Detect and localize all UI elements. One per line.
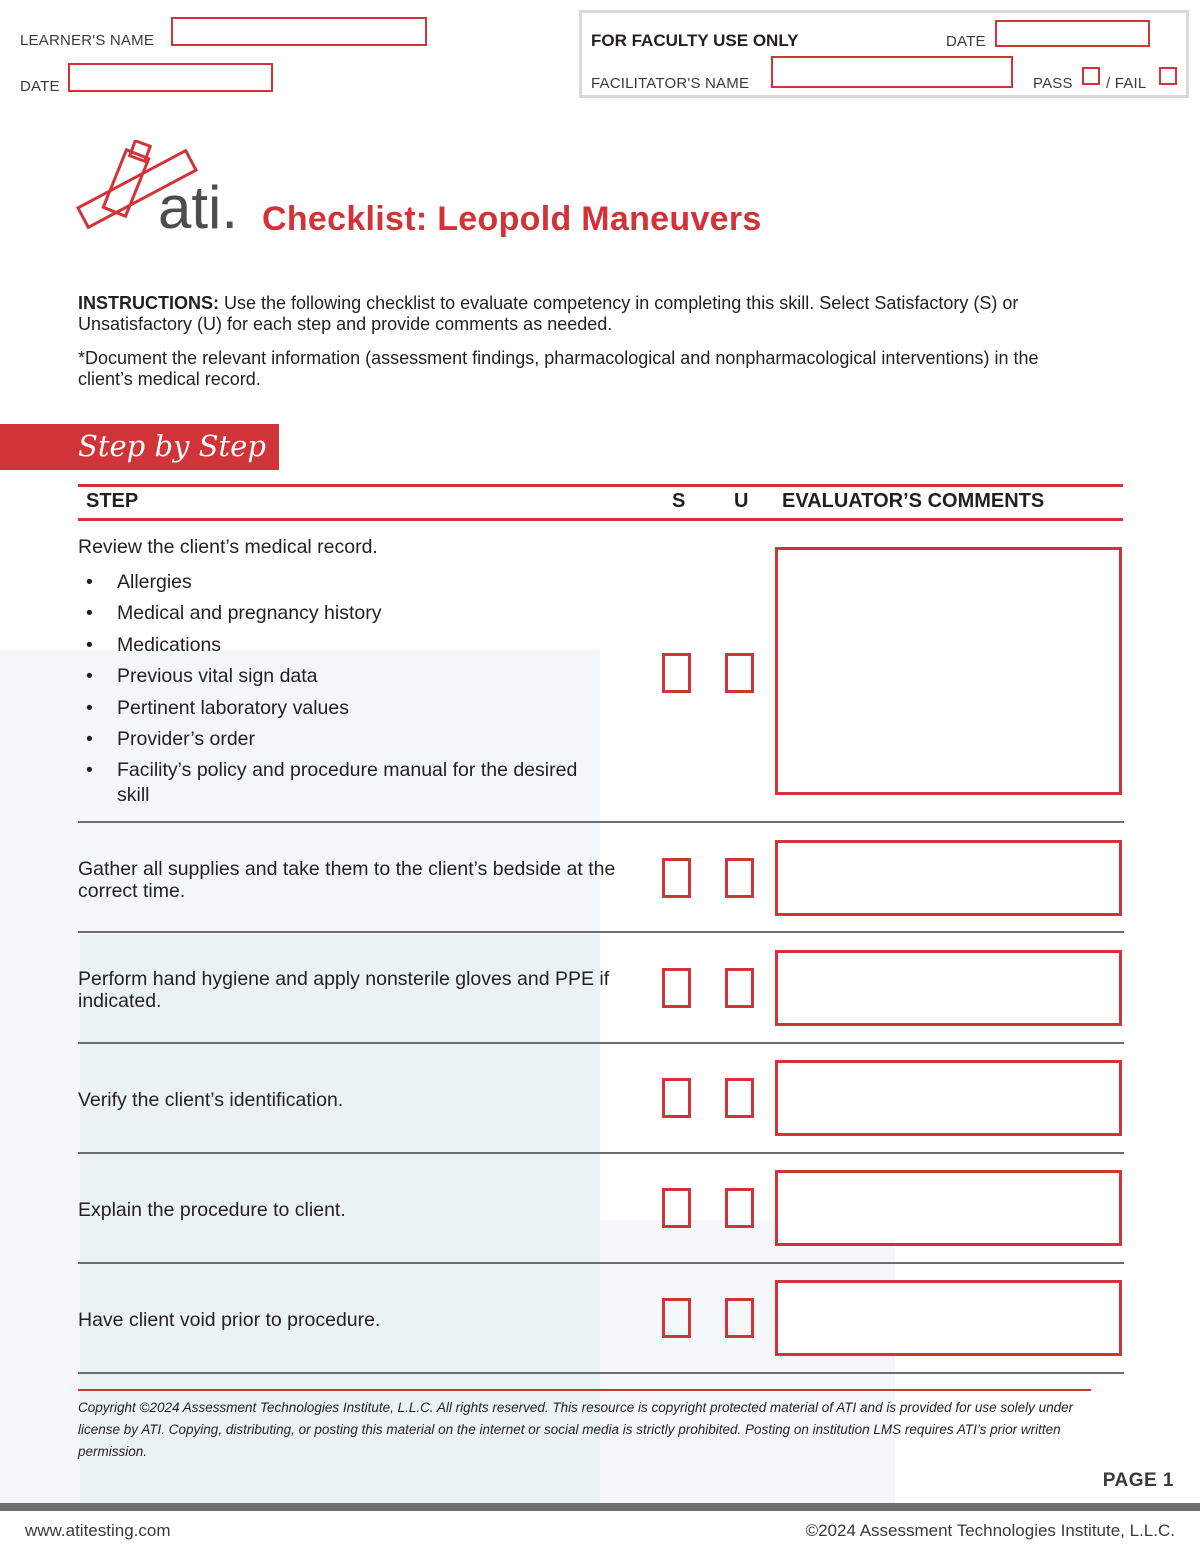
column-header-s: S (672, 490, 686, 512)
comments-box[interactable] (775, 1060, 1122, 1136)
list-item: • Allergies (78, 570, 587, 595)
step-text: Perform hand hygiene and apply nonsterile gloves and PPE if indicated. (78, 968, 610, 1012)
faculty-date-field[interactable] (995, 20, 1150, 47)
column-header-u: U (734, 490, 749, 512)
copyright-notice: Copyright ©2024 Assessment Technologies Institute, L.L.C. All rights reserved. This resource is copyright protected material of ATI and is provided for use solely under license by ATI. Copying, distributing, or posting this material on the internet or social media is strictly prohibited. Posting on institution LMS requires ATI’s prior written permission. (78, 1400, 1074, 1459)
column-header-step: STEP (86, 490, 139, 512)
fail-checkbox[interactable] (1159, 67, 1177, 85)
date-label: DATE (20, 78, 60, 95)
row-divider (78, 821, 1124, 823)
page-title: Checklist: Leopold Maneuvers (262, 200, 762, 238)
comments-box[interactable] (775, 840, 1122, 916)
step-bullet-list (78, 570, 587, 815)
pass-checkbox[interactable] (1082, 67, 1100, 85)
facilitator-name-field[interactable] (771, 56, 1013, 88)
comments-box[interactable] (775, 950, 1122, 1026)
footer-bar (0, 1503, 1200, 1511)
row-divider (78, 1372, 1124, 1374)
facilitator-name-label: FACILITATOR'S NAME (591, 75, 750, 92)
fail-label: / FAIL (1106, 75, 1147, 92)
instructions-lead: INSTRUCTIONS: (78, 293, 219, 313)
comments-box[interactable] (775, 1280, 1122, 1356)
section-banner-label: Step by Step (78, 429, 266, 463)
list-item: • Medications (78, 633, 587, 658)
column-header-comments: EVALUATOR’S COMMENTS (782, 490, 1045, 512)
unsatisfactory-checkbox[interactable] (725, 1298, 754, 1338)
unsatisfactory-checkbox[interactable] (725, 1078, 754, 1118)
documentation-note: *Document the relevant information (assessment findings, pharmacological and nonpharmacological interventions) in the client’s medical record. (78, 348, 1039, 389)
unsatisfactory-checkbox[interactable] (725, 653, 754, 693)
comments-box[interactable] (775, 547, 1122, 795)
footer-copyright: ©2024 Assessment Technologies Institute, L.L.C. (805, 1521, 1175, 1540)
faculty-date-label: DATE (946, 33, 986, 50)
list-item: • Medical and pregnancy history (78, 601, 587, 626)
footer-website-link[interactable]: www.atitesting.com (25, 1521, 171, 1540)
step-text: Gather all supplies and take them to the client’s bedside at the correct time. (78, 858, 616, 902)
row-divider (78, 1152, 1124, 1154)
faculty-title: FOR FACULTY USE ONLY (591, 31, 799, 50)
step-text: Explain the procedure to client. (78, 1199, 346, 1221)
unsatisfactory-checkbox[interactable] (725, 968, 754, 1008)
list-item: • Provider’s order (78, 727, 587, 752)
step-text: Verify the client’s identification. (78, 1089, 344, 1111)
instructions-text: Use the following checklist to evaluate competency in completing this skill. Select Satisfactory (S) or Unsatisfactory (U) for each step and provide comments as needed. (78, 293, 1019, 334)
unsatisfactory-checkbox[interactable] (725, 1188, 754, 1228)
learner-name-label: LEARNER'S NAME (20, 32, 155, 49)
satisfactory-checkbox[interactable] (662, 968, 691, 1008)
comments-box[interactable] (775, 1170, 1122, 1246)
logo-text: ati. (158, 174, 239, 235)
satisfactory-checkbox[interactable] (662, 1298, 691, 1338)
satisfactory-checkbox[interactable] (662, 1188, 691, 1228)
satisfactory-checkbox[interactable] (662, 858, 691, 898)
row-divider (78, 1042, 1124, 1044)
learner-name-field[interactable] (171, 17, 427, 46)
step-text: Have client void prior to procedure. (78, 1309, 381, 1331)
pass-label: PASS (1033, 75, 1073, 92)
header-rule-top (78, 484, 1123, 487)
list-item: • Pertinent laboratory values (78, 696, 587, 721)
instructions (78, 293, 1078, 335)
satisfactory-checkbox[interactable] (662, 653, 691, 693)
page-number: PAGE 1 (1102, 1470, 1174, 1491)
step-text: Review the client’s medical record. (78, 536, 378, 558)
list-item: • Previous vital sign data (78, 664, 587, 689)
header-rule-bottom (78, 518, 1123, 521)
row-divider (78, 1262, 1124, 1264)
list-item: • Facility’s policy and procedure manual for the desired skill (78, 758, 587, 808)
date-field[interactable] (68, 63, 273, 92)
unsatisfactory-checkbox[interactable] (725, 858, 754, 898)
copyright-rule (78, 1389, 1091, 1391)
satisfactory-checkbox[interactable] (662, 1078, 691, 1118)
section-banner (0, 424, 279, 470)
row-divider (78, 931, 1124, 933)
ati-logo (74, 140, 254, 235)
